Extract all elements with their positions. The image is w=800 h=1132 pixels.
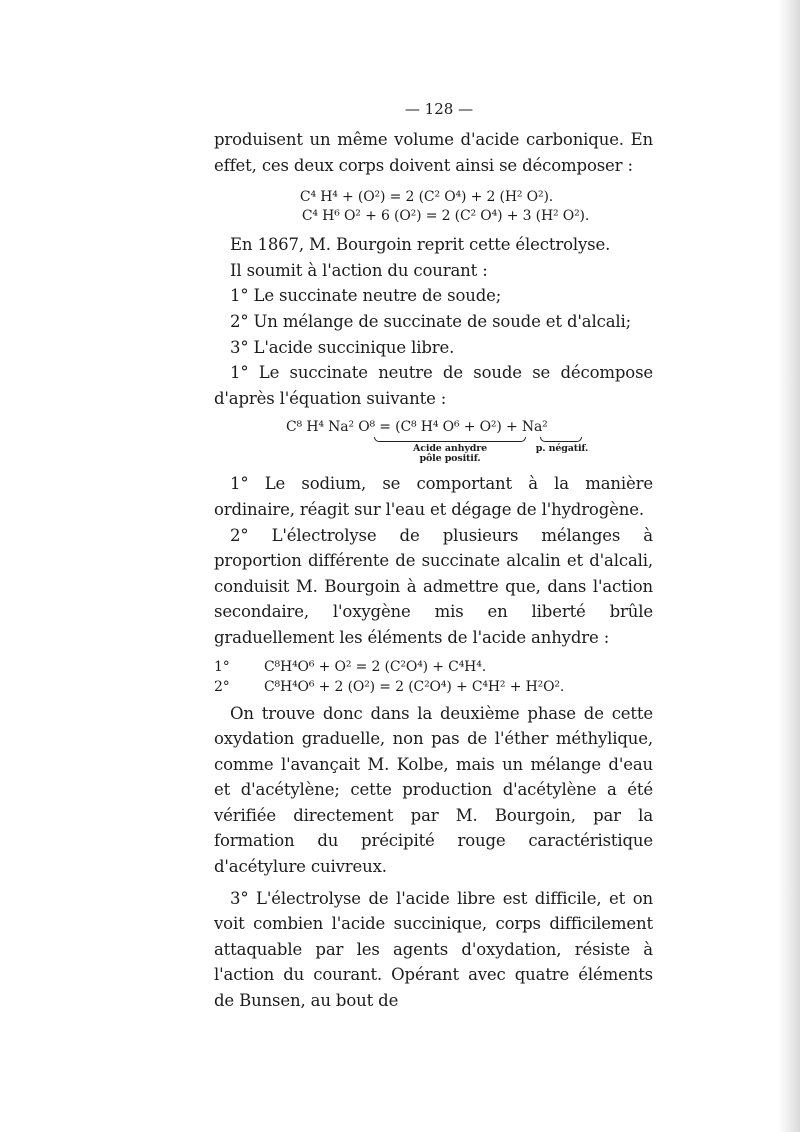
page-body bbox=[214, 127, 653, 1014]
electrolysis-equation bbox=[214, 415, 653, 465]
equation-row bbox=[214, 657, 653, 677]
paragraph: 1° Le sodium, se comportant à la manière ordinaire, réagit sur l'eau et dégage de l'hydrogène. bbox=[214, 474, 653, 519]
equation-number: 2° bbox=[214, 678, 230, 695]
underbrace-anhydre bbox=[374, 437, 526, 442]
equation-number: 1° bbox=[214, 658, 230, 675]
paragraph: 3° L'électrolyse de l'acide libre est difficile, et on voit combien l'acide succinique, corps difficilement attaquable par les agents d'oxydation, résiste à l'action du courant. Opérant avec quatre éléments de Bunsen, au bout de bbox=[214, 888, 653, 1011]
equation: C⁸ H⁴ Na² O⁸ = (C⁸ H⁴ O⁶ + O²) + Na² bbox=[286, 419, 548, 436]
list-item: 1° Le succinate neutre de soude; bbox=[230, 286, 502, 306]
oxidation-equations bbox=[214, 657, 653, 697]
label-anhydre: Acide anhydre pôle positif. bbox=[413, 443, 487, 465]
paragraph: 2° L'électrolyse de plusieurs mélanges à proportion différente de succinate alcalin et d'alcali, conduisit M. Bourgoin à admettre que, dans l'action secondaire, l'oxygène mis en liberté brûle graduellement les éléments de l'acide anhydre : bbox=[214, 525, 653, 647]
page-edge-shadow bbox=[778, 0, 800, 1132]
list-item: 3° L'acide succinique libre. bbox=[230, 337, 455, 357]
equation: C⁸H⁴O⁶ + 2 (O²) = 2 (C²O⁴) + C⁴H² + H²O². bbox=[264, 678, 565, 695]
label-negatif: p. négatif. bbox=[535, 443, 589, 455]
page-number: — 128 — bbox=[404, 100, 474, 118]
equation: C⁴ H⁴ + (O²) = 2 (C² O⁴) + 2 (H² O²). bbox=[299, 189, 554, 206]
paragraph: En 1867, M. Bourgoin reprit cette électrolyse. bbox=[230, 235, 611, 255]
underbrace-negatif bbox=[540, 437, 582, 442]
equation-block bbox=[214, 188, 653, 226]
equation: C⁸H⁴O⁶ + O² = 2 (C²O⁴) + C⁴H⁴. bbox=[264, 658, 487, 675]
equation-row bbox=[214, 677, 653, 697]
paragraph: On trouve donc dans la deuxième phase de cette oxydation graduelle, non pas de l'éther méthylique, comme l'avançait M. Kolbe, mais un mélange d'eau et d'acétylène; cette production d'acétylène a été vérifiée directement par M. Bourgoin, par la formation du précipité rouge caractéristique d'acétylure cuivreux. bbox=[214, 703, 653, 877]
paragraph: Il soumit à l'action du courant : bbox=[230, 260, 488, 280]
list-item: 2° Un mélange de succinate de soude et d'alcali; bbox=[230, 311, 632, 331]
paragraph: 1° Le succinate neutre de soude se décompose d'après l'équation suivante : bbox=[214, 363, 653, 408]
paragraph: produisent un même volume d'acide carbonique. En effet, ces deux corps doivent ainsi se décomposer : bbox=[214, 130, 653, 175]
equation: C⁴ H⁶ O² + 6 (O²) = 2 (C² O⁴) + 3 (H² O²). bbox=[301, 208, 590, 225]
